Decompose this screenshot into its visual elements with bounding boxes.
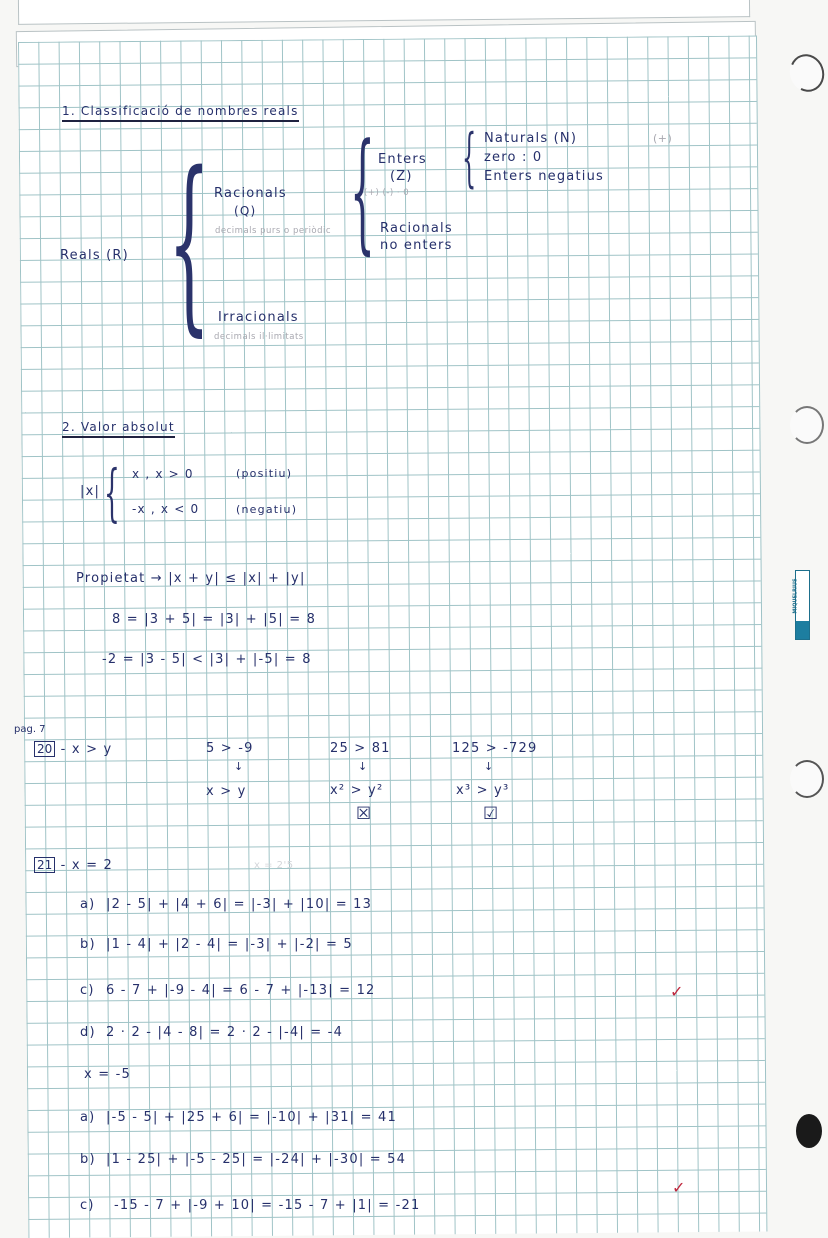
down-arrow-icon: ↓ xyxy=(484,760,495,773)
naturals-label: Naturals (N) xyxy=(484,131,578,146)
case-negative: -x , x < 0 xyxy=(132,502,200,516)
enters-symbol: (Z) xyxy=(390,169,413,184)
checked-box-icon: ☑ xyxy=(483,804,500,824)
exercise-number-box: 21 xyxy=(34,857,55,873)
list-item-expression: 6 - 7 + |-9 - 4| = 6 - 7 + |-13| = 12 xyxy=(106,983,376,998)
list-item-label: c) xyxy=(80,983,95,998)
section1-title: 1. Classificació de nombres reals xyxy=(62,104,299,122)
brand-text: MIQUELRIUS xyxy=(792,578,799,614)
ex20-col2-bottom: x² > y² xyxy=(330,783,384,798)
erased-note: x = 2'5 xyxy=(254,860,294,871)
down-arrow-icon: ↓ xyxy=(358,760,369,773)
list-item-expression: |-5 - 5| + |25 + 6| = |-10| + |31| = 41 xyxy=(106,1110,397,1125)
case-positive-label: (positiu) xyxy=(236,467,293,480)
zero-label: zero : 0 xyxy=(484,150,543,165)
case-negative-label: (negatiu) xyxy=(236,503,298,516)
ex20-col1-top: 5 > -9 xyxy=(206,741,254,756)
case-positive: x , x > 0 xyxy=(132,467,194,481)
brace-icon: { xyxy=(168,132,211,353)
example-1: 8 = |3 + 5| = |3| + |5| = 8 xyxy=(112,612,317,627)
racionals-note: decimals purs o periòdic xyxy=(215,226,332,236)
section2-title: 2. Valor absolut xyxy=(62,420,175,438)
irracionals-note: decimals il·limitats xyxy=(214,332,304,342)
enters-note: (+) (-) · 0 xyxy=(364,188,410,198)
exercise-20-statement: - x > y xyxy=(60,742,113,757)
ex20-col1-bottom: x > y xyxy=(206,784,247,799)
exercise-21 xyxy=(34,857,113,873)
list-item-label: b) xyxy=(80,937,96,952)
list-item-expression: |2 - 5| + |4 + 6| = |-3| + |10| = 13 xyxy=(106,897,373,912)
reals-label: Reals (R) xyxy=(60,248,129,263)
list-item-expression: |1 - 25| + |-5 - 25| = |-24| + |-30| = 54 xyxy=(106,1152,407,1167)
red-check-icon: ✓ xyxy=(670,982,684,1001)
property-text: Propietat → |x + y| ≤ |x| + |y| xyxy=(76,571,306,586)
list-item-expression: -15 - 7 + |-9 + 10| = -15 - 7 + |1| = -21 xyxy=(114,1198,421,1213)
list-item-expression: |1 - 4| + |2 - 4| = |-3| + |-2| = 5 xyxy=(106,937,353,952)
list-item-expression: 2 · 2 - |4 - 8| = 2 · 2 - |-4| = -4 xyxy=(106,1025,344,1040)
enters-label: Enters xyxy=(378,152,427,167)
irracionals-label: Irracionals xyxy=(218,310,299,325)
brace-icon: { xyxy=(350,115,375,267)
brace-icon: { xyxy=(462,121,477,195)
racionals-symbol: (Q) xyxy=(234,204,257,218)
crossed-box-icon: ☒ xyxy=(356,804,373,824)
racionals-no-enters-label: Racionals xyxy=(380,221,453,236)
page-reference: pag. 7 xyxy=(14,724,46,735)
ex20-col3-bottom: x³ > y³ xyxy=(456,783,510,798)
abs-x-label: |x| xyxy=(80,484,101,499)
down-arrow-icon: ↓ xyxy=(234,760,245,773)
example-2: -2 = |3 - 5| < |3| + |-5| = 8 xyxy=(102,652,312,667)
list-item-label: d) xyxy=(80,1025,96,1040)
ex20-col2-top: 25 > 81 xyxy=(330,741,391,756)
list-item-label: a) xyxy=(80,897,96,912)
enters-negatius-label: Enters negatius xyxy=(484,169,604,184)
exercise-20 xyxy=(34,741,112,757)
x-equals-minus-5: x = -5 xyxy=(84,1067,132,1082)
exercise-21-statement: - x = 2 xyxy=(60,858,113,873)
list-item-label: c) xyxy=(80,1198,95,1213)
naturals-note: (+) xyxy=(653,132,673,145)
ex20-col3-top: 125 > -729 xyxy=(452,741,538,756)
list-item-label: b) xyxy=(80,1152,96,1167)
brace-icon: { xyxy=(104,456,120,529)
racionals-no-enters-label-2: no enters xyxy=(380,238,453,253)
red-check-icon: ✓ xyxy=(672,1178,686,1197)
racionals-label: Racionals xyxy=(214,186,287,201)
exercise-number-box: 20 xyxy=(34,741,55,757)
list-item-label: a) xyxy=(80,1110,96,1125)
